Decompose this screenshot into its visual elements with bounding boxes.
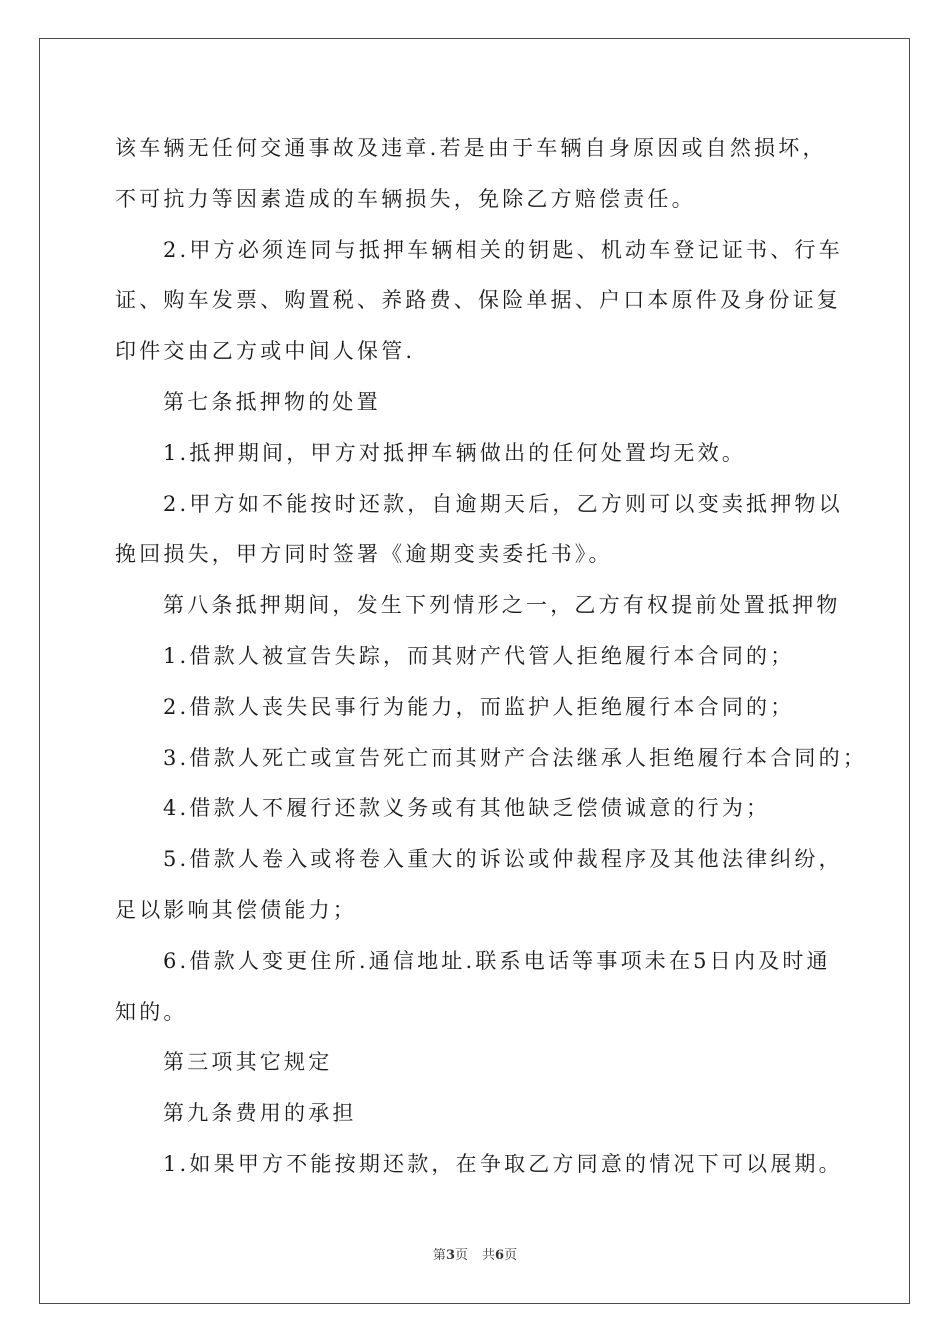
text-line: 1.抵押期间，甲方对抵押车辆做出的任何处置均无效。	[163, 440, 747, 465]
page-suffix: 页	[454, 1248, 468, 1263]
text-line: 印件交由乙方或中间人保管.	[115, 339, 416, 364]
text-line: 2.甲方如不能按时还款，自逾期天后，乙方则可以变卖抵押物以	[163, 491, 843, 516]
text-line: 4.借款人不履行还款义务或有其他缺乏偿债诚意的行为；	[163, 796, 771, 821]
text-line: 1.如果甲方不能按期还款，在争取乙方同意的情况下可以展期。	[163, 1151, 843, 1176]
page-footer	[0, 1244, 950, 1263]
text-line: 足以影响其偿债能力；	[115, 897, 357, 922]
current-page-number: 3	[445, 1248, 455, 1263]
text-line: 2.借款人丧失民事行为能力，而监护人拒绝履行本合同的；	[163, 694, 795, 719]
section-heading: 第七条抵押物的处置	[163, 389, 381, 414]
text-line: 不可抗力等因素造成的车辆损失，免除乙方赔偿责任。	[115, 186, 696, 211]
page-prefix: 第	[432, 1248, 446, 1263]
document-body	[115, 128, 868, 1195]
text-line: 该车辆无任何交通事故及违章.若是由于车辆自身原因或自然损坏，	[115, 136, 827, 160]
total-page-number: 6	[495, 1248, 505, 1263]
text-line: 证、购车发票、购置税、养路费、保险单据、户口本原件及身份证复	[115, 288, 841, 313]
text-line: 6.借款人变更住所.通信地址.联系电话等事项未在5日内及时通	[163, 948, 831, 973]
text-line: 1.借款人被宣告失踪，而其财产代管人拒绝履行本合同的；	[163, 643, 795, 668]
text-line: 3.借款人死亡或宣告死亡而其财产合法继承人拒绝履行本合同的；	[163, 745, 868, 770]
text-line: 知的。	[115, 999, 188, 1024]
text-line: 挽回损失，甲方同时签署《逾期变卖委托书》。	[115, 542, 613, 567]
section-heading: 第九条费用的承担	[163, 1101, 357, 1126]
text-line: 2.甲方必须连同与抵押车辆相关的钥匙、机动车登记证书、行车	[163, 237, 843, 262]
section-heading: 第三项其它规定	[163, 1050, 333, 1075]
text-line: 5.借款人卷入或将卷入重大的诉讼或仲裁程序及其他法律纠纷，	[163, 847, 843, 872]
section-heading: 第八条抵押期间，发生下列情形之一，乙方有权提前处置抵押物	[163, 593, 841, 618]
total-suffix: 页	[504, 1248, 518, 1263]
total-prefix: 共	[482, 1248, 496, 1263]
